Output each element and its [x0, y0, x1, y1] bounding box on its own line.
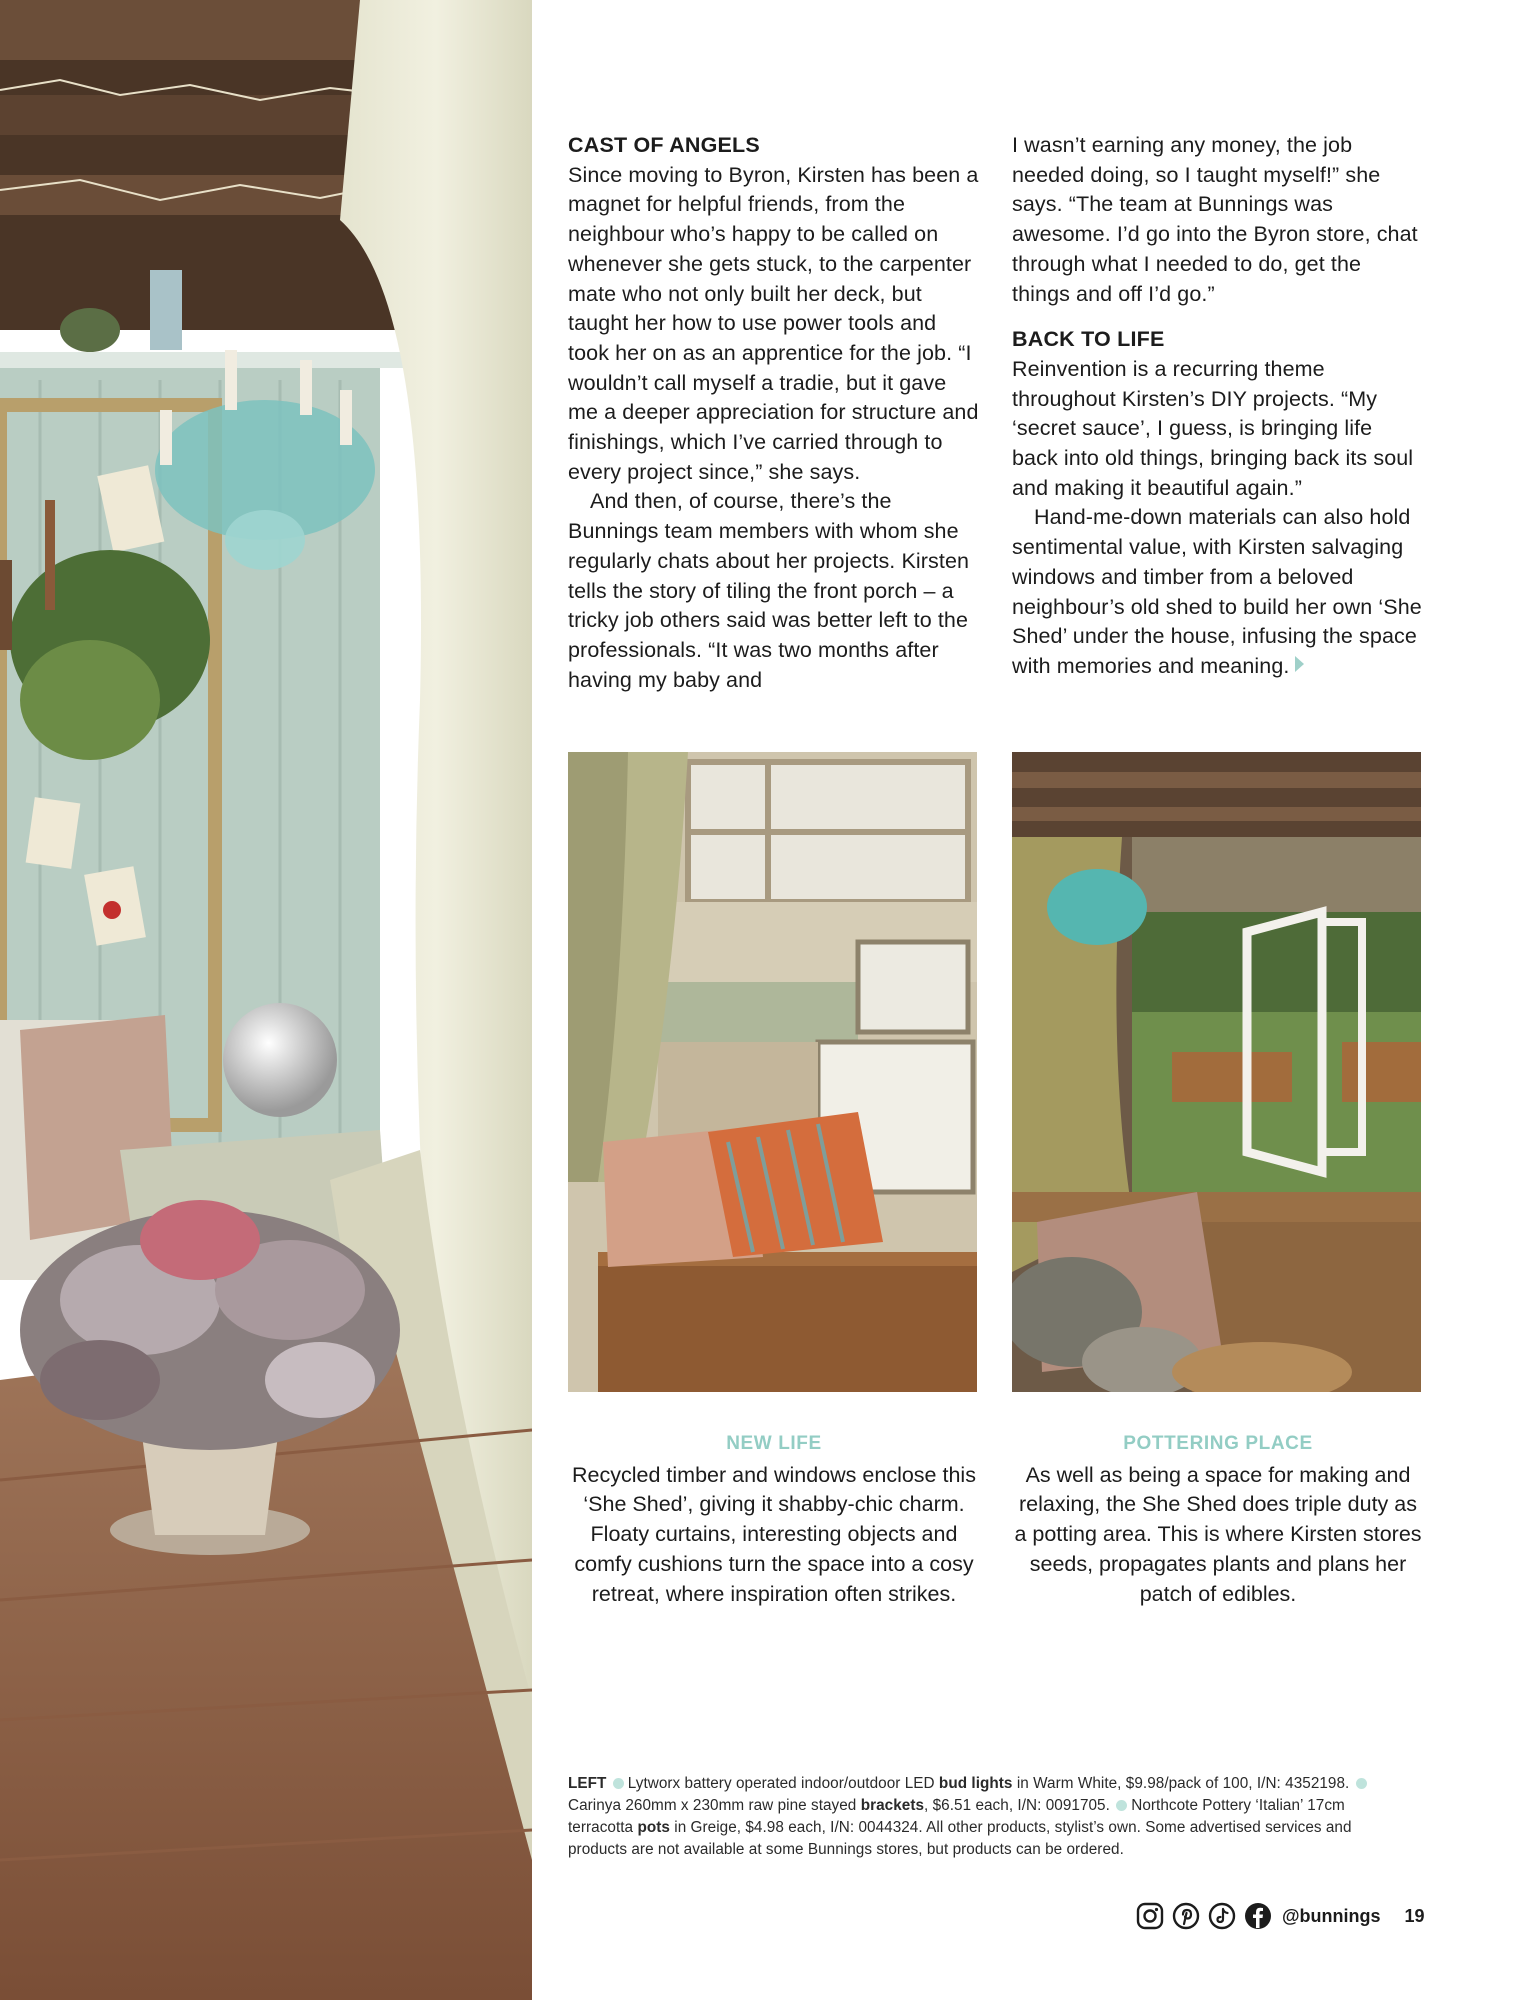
credit-text: Lytworx battery operated indoor/outdoor LED [627, 1775, 935, 1792]
credit-product-name: pots [637, 1819, 670, 1836]
bullet-dot-icon [613, 1778, 624, 1789]
pinterest-icon[interactable] [1172, 1902, 1200, 1930]
section-heading-back-to-life: BACK TO LIFE [1012, 327, 1165, 352]
caption-title: NEW LIFE [726, 1433, 822, 1454]
credit-product-name: brackets [860, 1797, 925, 1814]
tiktok-icon[interactable] [1208, 1902, 1236, 1930]
facebook-icon[interactable] [1244, 1902, 1272, 1930]
social-handle[interactable]: @bunnings [1282, 1905, 1381, 1926]
credit-text: Carinya 260mm x 230mm raw pine stayed [568, 1797, 857, 1814]
end-of-article-marker-icon [1295, 656, 1304, 672]
credit-text: in Greige, $4.98 each, I/N: 0044324. All other products, stylist’s own. Some advertised services and products are not available at some Bunnings stores, but products can be ordered. [568, 1819, 1352, 1858]
instagram-icon[interactable] [1136, 1902, 1164, 1930]
hero-photo-she-shed-interior [0, 0, 532, 2000]
bullet-dot-icon [1356, 1778, 1367, 1789]
credits-label: LEFT [568, 1775, 607, 1792]
section-heading-cast-of-angels: CAST OF ANGELS [568, 133, 760, 157]
caption-new-life [568, 1429, 980, 1609]
credit-text: in Warm White, $9.98/pack of 100, I/N: 4352198. [1016, 1775, 1350, 1792]
body-paragraph: Reinvention is a recurring theme throughout Kirsten’s DIY projects. “My ‘secret sauce’, I guess, is bringing life back into old things, bringing back its soul and making it beautiful again.” [1012, 356, 1414, 500]
caption-pottering-place [1012, 1429, 1424, 1609]
footer-social [1136, 1901, 1425, 1931]
product-credits [568, 1773, 1380, 1861]
photo-pottering-place [1012, 752, 1421, 1392]
body-paragraph: I wasn’t earning any money, the job needed doing, so I taught myself!” she says. “The team at Bunnings was awesome. I’d go into the Byron store, chat through what I needed to do, get the things and off I’d go.” [1012, 133, 1418, 306]
caption-title: POTTERING PLACE [1123, 1433, 1313, 1454]
credit-text: , $6.51 each, I/N: 0091705. [924, 1797, 1110, 1814]
body-paragraph: Since moving to Byron, Kirsten has been a magnet for helpful friends, from the neighbour who’s happy to be called on whenever she gets stuck, to the carpenter mate who not only built her deck, but taught her how to use power tools and took her on as an apprentice for the job. “I wouldn’t call myself a tradie, but it gave me a deeper appreciation for structure and finishings, which I’ve carried through to every project since,” she says. [568, 162, 979, 484]
body-paragraph: And then, of course, there’s the Bunnings team members with whom she regularly chats about her projects. Kirsten tells the story of tiling the front porch – a tricky job others said was better left to the professionals. “It was two months after having my baby and [568, 489, 970, 692]
caption-text: Recycled timber and windows enclose this ‘She Shed’, giving it shabby-chic charm. Floaty curtains, interesting objects and comfy cushions turn the space into a cosy retreat, where inspiration often strikes. [572, 1462, 976, 1606]
page-number: 19 [1404, 1905, 1425, 1926]
credit-text: Northcote Pottery ‘Italian’ 17cm terracotta [568, 1797, 1345, 1836]
body-paragraph-text: Hand-me-down materials can also hold sentimental value, with Kirsten salvaging windows and timber from a beloved neighbour’s old shed to build her own ‘She Shed’ under the house, infusing the space with memories and meaning. [1012, 505, 1422, 678]
caption-text: As well as being a space for making and relaxing, the She Shed does triple duty as a potting area. This is where Kirsten stores seeds, propagates plants and plans her patch of edibles. [1014, 1462, 1422, 1606]
body-paragraph-final [1012, 503, 1424, 681]
credit-product-name: bud lights [938, 1775, 1013, 1792]
bullet-dot-icon [1116, 1800, 1127, 1811]
article-column-left [568, 131, 980, 695]
photo-new-life [568, 752, 977, 1392]
article-column-right [1012, 131, 1424, 682]
